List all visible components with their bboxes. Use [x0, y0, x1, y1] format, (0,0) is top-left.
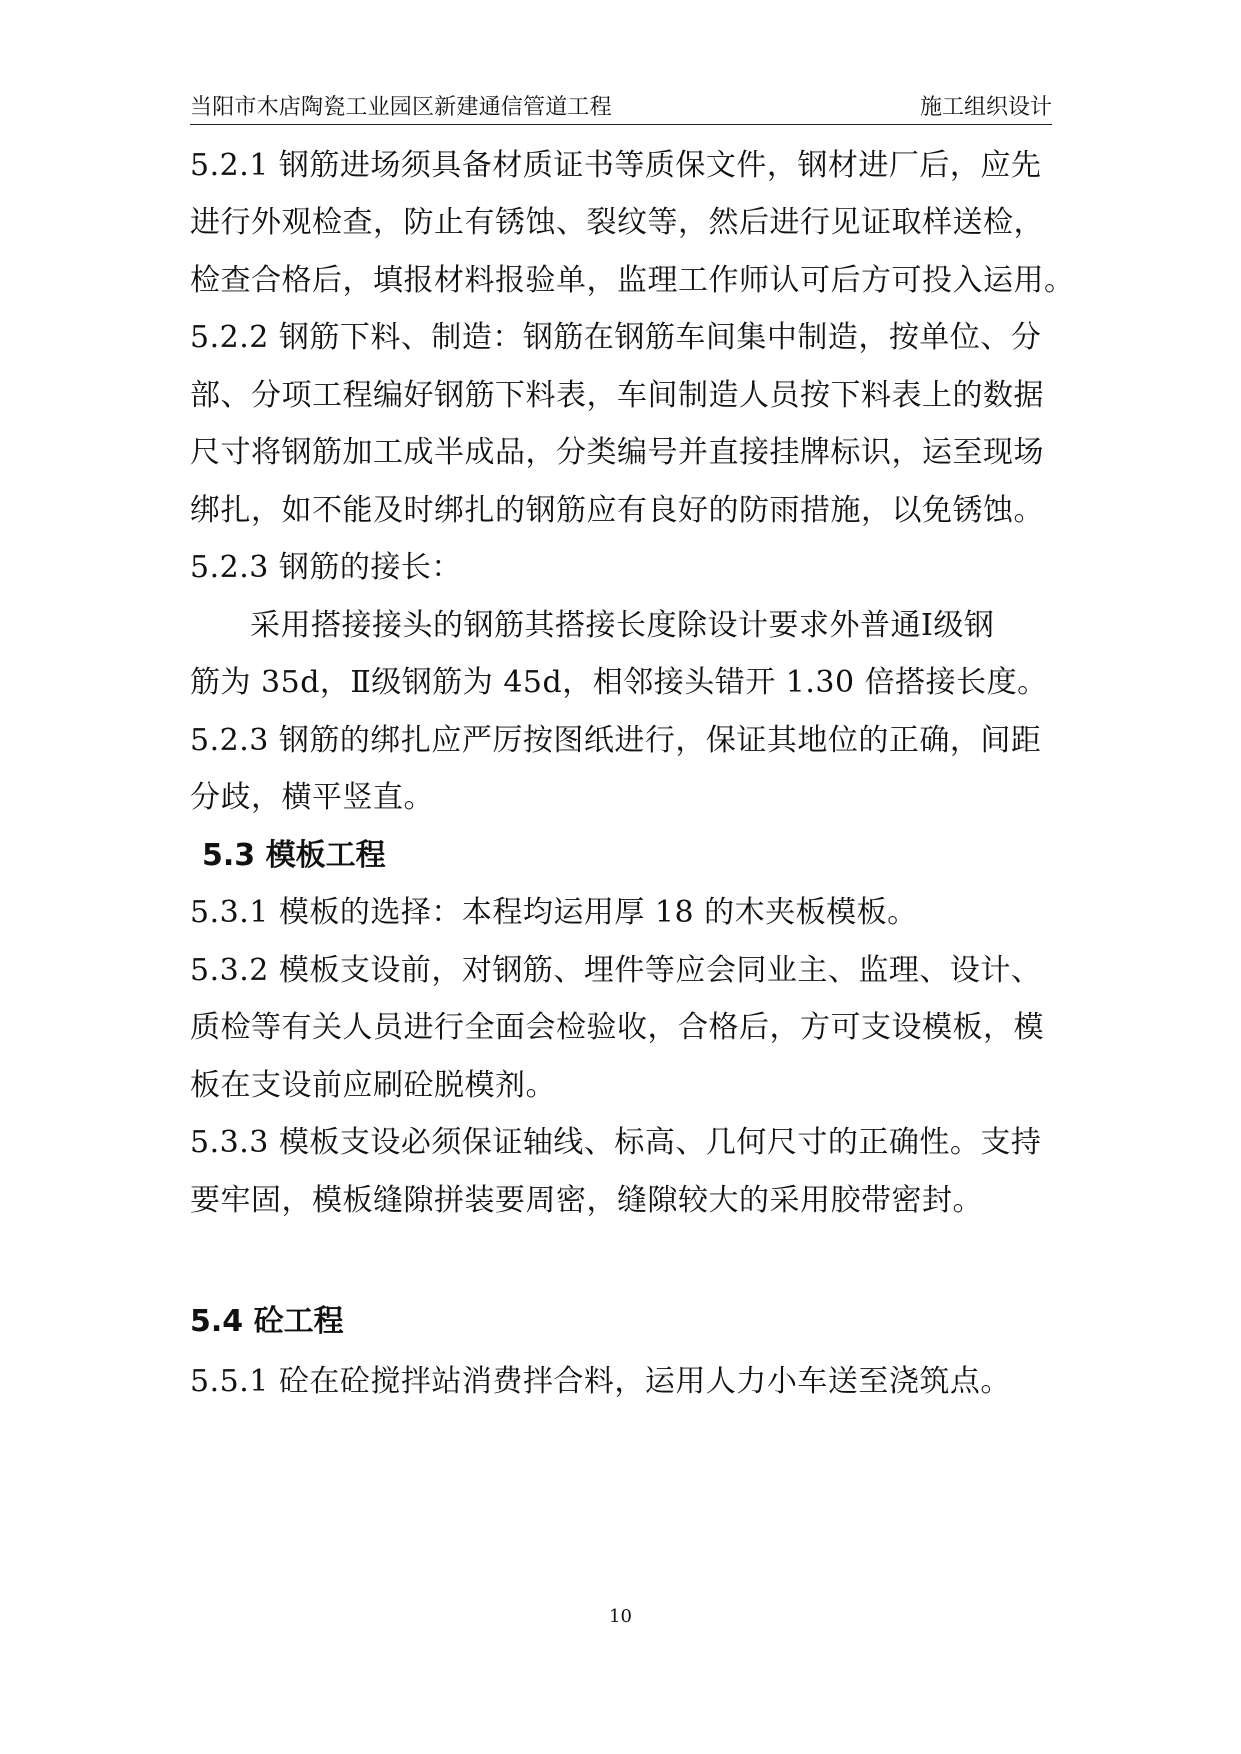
paragraph-line: 尺寸将钢筋加工成半成品，分类编号并直接挂牌标识，运至现场 — [190, 435, 1044, 470]
header-project-title: 当阳市木店陶瓷工业园区新建通信管道工程 — [190, 95, 612, 120]
paragraph-line: 5.5.1 砼在砼搅拌站消费拌合料，运用人力小车送至浇筑点。 — [190, 1364, 1011, 1399]
paragraph-line: 质检等有关人员进行全面会检验收，合格后，方可支设模板，模 — [190, 1010, 1044, 1045]
paragraph-line: 5.2.1 钢筋进场须具备材质证书等质保文件，钢材进厂后，应先 — [190, 148, 1042, 183]
paragraph-line: 5.2.3 钢筋的绑扎应严厉按图纸进行，保证其地位的正确，间距 — [190, 723, 1042, 758]
page-number: 10 — [609, 1606, 632, 1627]
page-header — [190, 92, 1052, 125]
header-document-type: 施工组织设计 — [919, 95, 1052, 120]
paragraph-line: 要牢固，模板缝隙拼装要周密，缝隙较大的采用胶带密封。 — [190, 1183, 983, 1218]
paragraph-line: 5.3.2 模板支设前，对钢筋、埋件等应会同业主、监理、设计、 — [190, 953, 1042, 988]
section-heading-formwork: 5.3 模板工程 — [202, 838, 386, 873]
paragraph-line: 检查合格后，填报材料报验单，监理工作师认可后方可投入运用。 — [190, 263, 1075, 298]
paragraph-line: 部、分项工程编好钢筋下料表，车间制造人员按下料表上的数据 — [190, 378, 1044, 413]
paragraph-line: 进行外观检查，防止有锈蚀、裂纹等，然后进行见证取样送检， — [190, 205, 1044, 240]
paragraph-line: 5.2.2 钢筋下料、制造：钢筋在钢筋车间集中制造，按单位、分 — [190, 320, 1042, 355]
paragraph-line: 5.3.1 模板的选择：本程均运用厚 18 的木夹板模板。 — [190, 895, 918, 930]
paragraph-line: 板在支设前应刷砼脱模剂。 — [190, 1068, 556, 1103]
paragraph-line: 5.2.3 钢筋的接长： — [190, 550, 462, 585]
paragraph-line: 分歧，横平竖直。 — [190, 780, 434, 815]
paragraph-line: 绑扎，如不能及时绑扎的钢筋应有良好的防雨措施，以免锈蚀。 — [190, 493, 1044, 528]
paragraph-line-indented: 采用搭接接头的钢筋其搭接长度除设计要求外普通Ⅰ级钢 — [250, 608, 995, 643]
paragraph-line: 5.3.3 模板支设必须保证轴线、标高、几何尺寸的正确性。支持 — [190, 1125, 1042, 1160]
paragraph-line: 筋为 35d，Ⅱ级钢筋为 45d，相邻接头错开 1.30 倍搭接长度。 — [190, 665, 1048, 700]
section-heading-concrete: 5.4 砼工程 — [190, 1304, 344, 1339]
